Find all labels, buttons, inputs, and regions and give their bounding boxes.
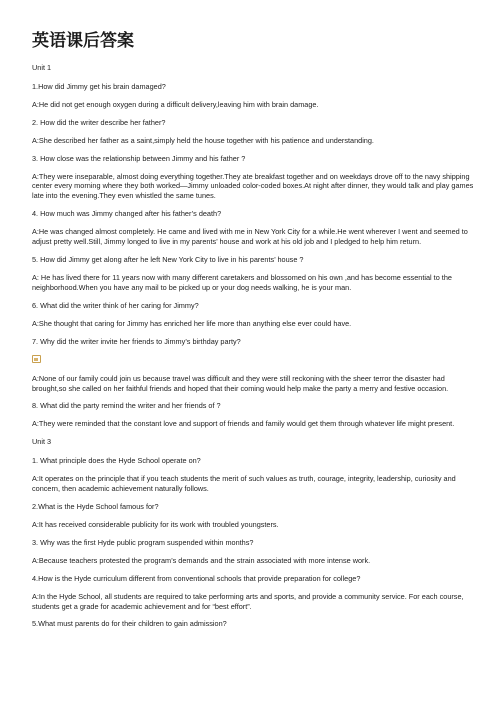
question: 2. How did the writer describe her father? (32, 117, 166, 127)
broken-image-icon (32, 355, 41, 363)
answer: A:She described her father as a saint,simply held the house together with his patience and understanding. (32, 135, 374, 145)
answer: A:He was changed almost completely. He came and lived with me in New York City for a while.He went wherever I went and seemed to adjust pretty well.Still, Jimmy longed to live in my parents’ house and work at his old job and I pledged to help him return. (32, 227, 468, 247)
question: 6. What did the writer think of her caring for Jimmy? (32, 300, 199, 310)
answer: A:Because teachers protested the program’s demands and the strain associated with more intense work. (32, 555, 371, 565)
answer: A:It operates on the principle that if you teach students the merit of such values as truth, courage, integrity, leadership, curiosity and concern, then academic achievement naturally follows. (32, 474, 456, 494)
answer: A:None of our family could join us because travel was difficult and they were still reckoning with the sheer terror the disaster had brought,so she called on her faithful friends and hoped that their coming would help make the party a merry and festive occasion. (32, 373, 449, 393)
answer: A: He has lived there for 11 years now with many different caretakers and blossomed on his own ,and has become essential to the neighborhood.When you have any mail to be picked up or your dog needs walking, he is your man. (32, 272, 452, 292)
answer: A:He did not get enough oxygen during a difficult delivery,leaving him with brain damage. (32, 99, 319, 109)
document-body (32, 63, 479, 629)
answer: A:In the Hyde School, all students are required to take performing arts and sports, and provide a community service. For each course, students get a grade for academic achievement and for “best effort”. (32, 591, 464, 611)
page-title: 英语课后答案 (32, 31, 134, 51)
question: 3. How close was the relationship between Jimmy and his father ? (32, 153, 246, 163)
answer: A:It has received considerable publicity for its work with troubled youngsters. (32, 519, 279, 529)
question: 4.How is the Hyde curriculum different from conventional schools that provide preparation for college? (32, 573, 361, 583)
question: 3. Why was the first Hyde public program suspended within months? (32, 537, 254, 547)
question: 1.How did Jimmy get his brain damaged? (32, 81, 166, 91)
answer: A:They were reminded that the constant love and support of friends and family would get them through whatever life might present. (32, 419, 455, 429)
question: 5.What must parents do for their children to gain admission? (32, 619, 227, 629)
question: 4. How much was Jimmy changed after his father’s death? (32, 209, 222, 219)
question: 2.What is the Hyde School famous for? (32, 501, 159, 511)
question: 8. What did the party remind the writer and her friends of ? (32, 401, 221, 411)
question: 7. Why did the writer invite her friends to Jimmy’s birthday party? (32, 336, 241, 346)
answer: A:She thought that caring for Jimmy has enriched her life more than anything else ever could have. (32, 318, 352, 328)
question: 1. What principle does the Hyde School operate on? (32, 456, 201, 466)
unit-heading: Unit 3 (32, 437, 52, 447)
question: 5. How did Jimmy get along after he left New York City to live in his parents’ house ? (32, 255, 304, 265)
unit-heading: Unit 1 (32, 63, 52, 72)
answer: A:They were inseparable, almost doing everything together.They ate breakfast together and on weekdays drove off to the navy shipping center every morning where they both worked—Jimmy unloaded color-coded boxes.At night after dinner, they would talk and play games late into the evening.They even whistled the same tunes. (32, 171, 474, 201)
